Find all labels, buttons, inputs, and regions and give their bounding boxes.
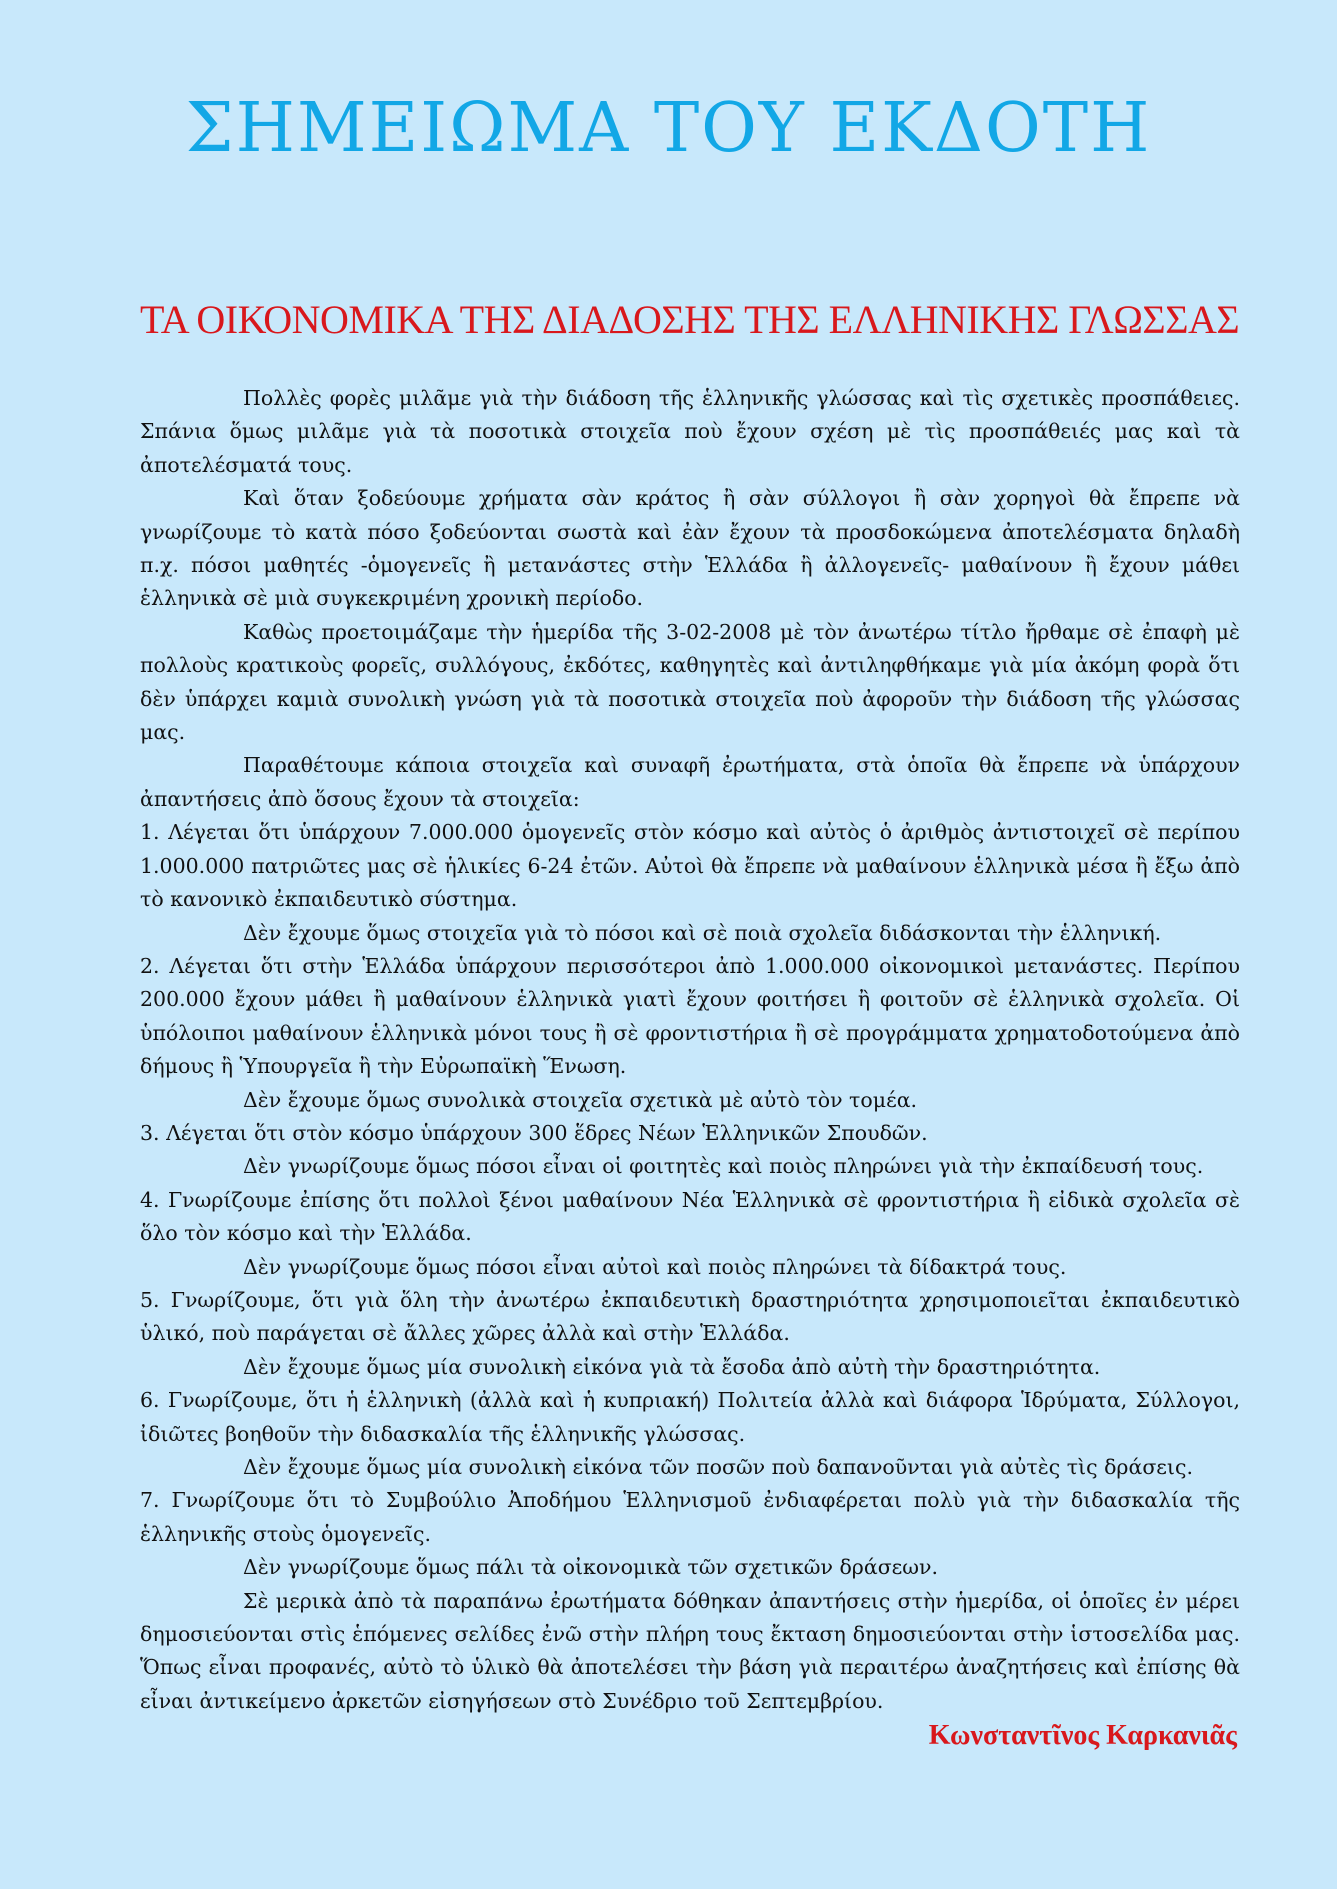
paragraph: Δὲν ἔχουμε ὅμως συνολικὰ στοιχεῖα σχετικὰ μὲ αὐτὸ τὸν τομέα. [243,1087,918,1112]
paragraph: Πολλὲς φορὲς μιλᾶμε γιὰ τὴν διάδοση τῆς ἑλληνικῆς γλώσσας καὶ τὶς σχετικὲς προσπάθειες. Σπάνια ὅμως μιλᾶμε γιὰ τὰ ποσοτικὰ στοιχεῖα ποὺ ἔχουν σχέση μὲ τὶς προσπάθειές μας καὶ τὰ ἀποτελέσματά τους. [140,386,1240,477]
paragraph: Καὶ ὅταν ξοδεύουμε χρήματα σὰν κράτος ἢ σὰν σύλλογοι ἢ σὰν χορηγοὶ θὰ ἔπρεπε νὰ γνωρίζουμε τὸ κατὰ πόσο ξοδεύονται σωστὰ καὶ ἐὰν ἔχουν τὰ προσδοκώμενα ἀποτελέσματα δηλαδὴ π.χ. πόσοι μαθητές -ὁμογενεῖς ἢ μετανάστες στὴν Ἑλλάδα ἢ ἀλλογενεῖς- μαθαίνουν ἢ ἔχουν μάθει ἑλληνικὰ σὲ μιὰ συγκεκριμένη χρονικὴ περίοδο. [140,486,1240,611]
list-item: 5. Γνωρίζουμε, ὅτι γιὰ ὅλη τὴν ἀνωτέρω ἐκπαιδευτικὴ δραστηριότητα χρησιμοποιεῖται ἐκπαιδευτικὸ ὑλικό, ποὺ παράγεται σὲ ἄλλες χῶρες ἀλλὰ καὶ στὴν Ἑλλάδα. [140,1287,1240,1346]
list-item: 4. Γνωρίζουμε ἐπίσης ὅτι πολλοὶ ξένοι μαθαίνουν Νέα Ἑλληνικὰ σὲ φροντιστήρια ἢ εἰδικὰ σχολεῖα σὲ ὅλο τὸν κόσμο καὶ τὴν Ἑλλάδα. [140,1187,1240,1246]
paragraph: Δὲν ἔχουμε ὅμως μία συνολικὴ εἰκόνα γιὰ τὰ ἔσοδα ἀπὸ αὐτὴ τὴν δραστηριότητα. [243,1354,1101,1379]
paragraph: Δὲν ἔχουμε ὅμως μία συνολικὴ εἰκόνα τῶν ποσῶν ποὺ δαπανοῦνται γιὰ αὐτὲς τὶς δράσεις. [243,1455,1193,1479]
paragraph: Δὲν ἔχουμε ὅμως στοιχεῖα γιὰ τὸ πόσοι καὶ σὲ ποιὰ σχολεῖα διδάσκονται τὴν ἑλληνική. [243,920,1162,945]
paragraph: Δὲν γνωρίζουμε ὅμως πάλι τὰ οἰκονομικὰ τῶν σχετικῶν δράσεων. [243,1555,938,1580]
section-title: ΤΑ ΟΙΚΟΝΟΜΙΚΑ ΤΗΣ ΔΙΑΔΟΣΗΣ ΤΗΣ ΕΛΛΗΝΙΚΗΣ ΓΛΩΣΣΑΣ [140,297,1240,342]
author-signature: Κωνσταντῖνος Καρκανιᾶς [928,1720,1237,1751]
paragraph: Καθὼς προετοιμάζαμε τὴν ἡμερίδα τῆς 3-02-2008 μὲ τὸν ἀνωτέρω τίτλο ἤρθαμε σὲ ἐπαφὴ μὲ πολλοὺς κρατικοὺς φορεῖς, συλλόγους, ἐκδότες, καθηγητὲς καὶ ἀντιληφθήκαμε γιὰ μία ἀκόμη φορὰ ὅτι δὲν ὑπάρχει καμιὰ συνολικὴ γνώση γιὰ τὰ ποσοτικὰ στοιχεῖα ποὺ ἀφοροῦν τὴν διάδοση τῆς γλώσσας μας. [140,619,1240,745]
list-item: 6. Γνωρίζουμε, ὅτι ἡ ἑλληνικὴ (ἀλλὰ καὶ ἡ κυπριακή) Πολιτεία ἀλλὰ καὶ διάφορα Ἱδρύματα, Σύλλογοι, ἰδιῶτες βοηθοῦν τὴν διδασκαλία τῆς ἑλληνικῆς γλώσσας. [140,1388,1240,1446]
list-item: 3. Λέγεται ὅτι στὸν κόσμο ὑπάρχουν 300 ἕδρες Νέων Ἑλληνικῶν Σπουδῶν. [140,1120,928,1145]
article-body [140,382,1240,1718]
page-heading: ΣΗΜΕΙΩΜΑ ΤΟΥ ΕΚΔΟΤΗ [185,89,1152,168]
paragraph: Σὲ μερικὰ ἀπὸ τὰ παραπάνω ἐρωτήματα δόθηκαν ἀπαντήσεις στὴν ἡμερίδα, οἱ ὁποῖες ἐν μέρει δημοσιεύονται στὶς ἑπόμενες σελίδες ἐνῶ στὴν πλήρη τους ἔκταση δημοσιεύονται στὴν ἱστοσελίδα μας. Ὅπως εἶναι προφανές, αὐτὸ τὸ ὑλικὸ θὰ ἀποτελέσει τὴν βάση γιὰ περαιτέρω ἀναζητήσεις καὶ ἐπίσης θὰ εἶναι ἀντικείμενο ἀρκετῶν εἰσηγήσεων στὸ Συνέδριο τοῦ Σεπτεμβρίου. [140,1588,1240,1713]
list-item: 1. Λέγεται ὅτι ὑπάρχουν 7.000.000 ὁμογενεῖς στὸν κόσμο καὶ αὐτὸς ὁ ἀριθμὸς ἀντιστοιχεῖ σὲ περίπου 1.000.000 πατριῶτες μας σὲ ἡλικίες 6-24 ἐτῶν. Αὐτοὶ θὰ ἔπρεπε νὰ μαθαίνουν ἑλληνικὰ μέσα ἢ ἔξω ἀπὸ τὸ κανονικὸ ἐκπαιδευτικὸ σύστημα. [140,820,1240,912]
list-item: 7. Γνωρίζουμε ὅτι τὸ Συμβούλιο Ἀποδήμου Ἑλληνισμοῦ ἐνδιαφέρεται πολὺ γιὰ τὴν διδασκαλία τῆς ἑλληνικῆς στοὺς ὁμογενεῖς. [140,1488,1240,1546]
paragraph: Δὲν γνωρίζουμε ὅμως πόσοι εἶναι αὐτοὶ καὶ ποιὸς πληρώνει τὰ δίδακτρά τους. [243,1254,1067,1279]
paragraph: Παραθέτουμε κάποια στοιχεῖα καὶ συναφῆ ἐρωτήματα, στὰ ὁποῖα θὰ ἔπρεπε νὰ ὑπάρχουν ἀπαντήσεις ἀπὸ ὅσους ἔχουν τὰ στοιχεῖα: [140,753,1240,811]
paragraph: Δὲν γνωρίζουμε ὅμως πόσοι εἶναι οἱ φοιτητὲς καὶ ποιὸς πληρώνει γιὰ τὴν ἐκπαίδευσή τους. [243,1154,1204,1179]
list-item: 2. Λέγεται ὅτι στὴν Ἑλλάδα ὑπάρχουν περισσότεροι ἀπὸ 1.000.000 οἰκονομικοὶ μετανάστες. Περίπου 200.000 ἔχουν μάθει ἢ μαθαίνουν ἑλληνικὰ γιατὶ ἔχουν φοιτήσει ἢ φοιτοῦν σὲ ἑλληνικὰ σχολεῖα. Οἱ ὑπόλοιποι μαθαίνουν ἑλληνικὰ μόνοι τους ἢ σὲ φροντιστήρια ἢ σὲ προγράμματα χρηματοδοτούμενα ἀπὸ δήμους ἢ Ὑπουργεῖα ἢ τὴν Εὐρωπαϊκὴ Ἕνωση. [140,953,1240,1079]
